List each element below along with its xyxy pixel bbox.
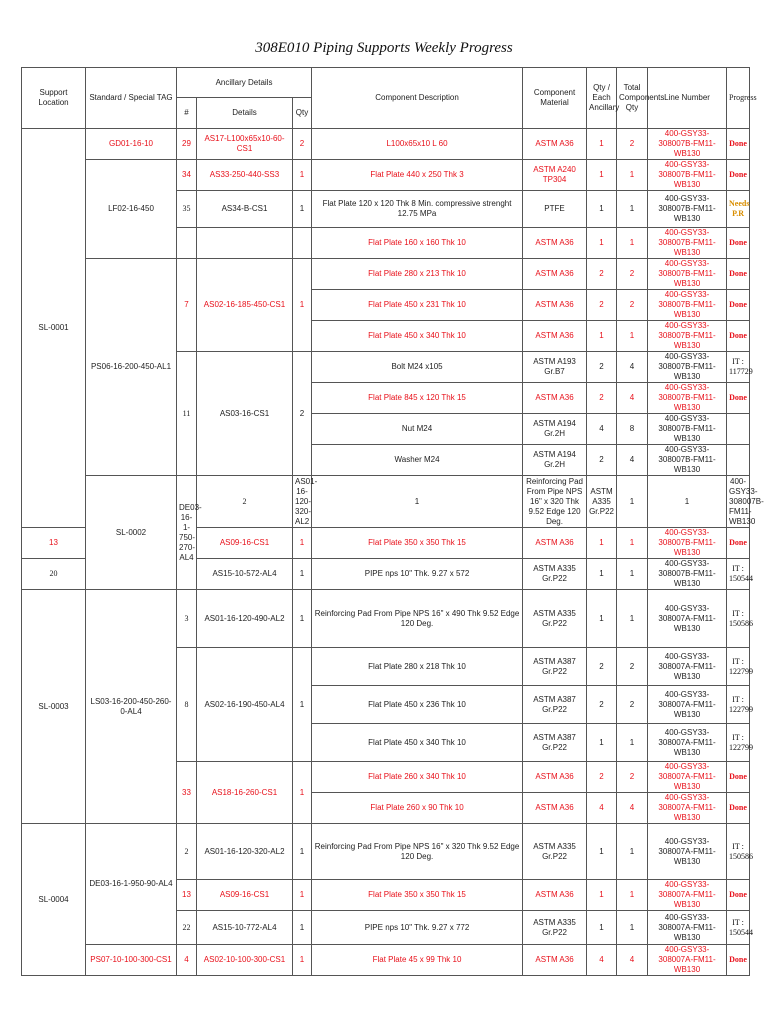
component-material-cell: ASTM A36: [523, 321, 587, 352]
ancillary-qty-cell: 1: [293, 945, 312, 976]
line-number-cell: 400-GSY33-308007B-FM11-WB130: [648, 352, 727, 383]
component-description-cell: Flat Plate 350 x 350 Thk 15: [312, 528, 523, 559]
qty-each-cell: 1: [587, 590, 617, 648]
ancillary-details-cell: AS34-B-CS1: [197, 191, 293, 228]
component-material-cell: ASTM A36: [523, 793, 587, 824]
component-description-cell: Reinforcing Pad From Pipe NPS 16" x 320 Thk 9.52 Edge 120 Deg.: [312, 824, 523, 880]
standard-tag-cell: GD01-16-10: [86, 129, 177, 160]
support-location-cell: SL-0004: [22, 824, 86, 976]
line-number-cell: 400-GSY33-308007B-FM11-WB130: [648, 528, 727, 559]
ancillary-details-cell: AS01-16-120-490-AL2: [197, 590, 293, 648]
line-number-cell: 400-GSY33-308007B-FM11-WB130: [648, 259, 727, 290]
progress-cell: Done: [727, 762, 750, 793]
header-progress: Progress: [727, 68, 750, 129]
line-number-cell: 400-GSY33-308007A-FM11-WB130: [648, 945, 727, 976]
line-number-cell: 400-GSY33-308007B-FM11-WB130: [648, 321, 727, 352]
component-description-cell: Flat Plate 160 x 160 Thk 10: [312, 228, 523, 259]
header-ancillary-details-col: Details: [197, 98, 293, 129]
support-location-cell: SL-0003: [22, 590, 86, 824]
table-body: [22, 68, 764, 976]
component-material-cell: ASTM A193 Gr.B7: [523, 352, 587, 383]
ancillary-details-cell: AS09-16-CS1: [197, 880, 293, 911]
total-qty-cell: 4: [617, 445, 648, 476]
ancillary-number-cell: 8: [177, 648, 197, 762]
header-ancillary-qty: Qty: [293, 98, 312, 129]
ancillary-qty-cell: 1: [293, 590, 312, 648]
header-standard-tag: Standard / Special TAG: [86, 68, 177, 129]
ancillary-number-cell: 20: [22, 559, 86, 590]
ancillary-details-cell: AS03-16-CS1: [197, 352, 293, 476]
ancillary-details-cell: AS01-16-120-320-AL2: [293, 476, 312, 528]
table-row: [22, 590, 750, 648]
line-number-cell: 400-GSY33-308007B-FM11-WB130: [648, 414, 727, 445]
header-ancillary-details: Ancillary Details: [177, 68, 312, 98]
component-description-cell: Flat Plate 450 x 340 Thk 10: [312, 724, 523, 762]
line-number-cell: 400-GSY33-308007B-FM11-WB130: [727, 476, 750, 528]
progress-cell: Needs P.R: [727, 191, 750, 228]
component-material-cell: ASTM A194 Gr.2H: [523, 445, 587, 476]
component-material-cell: ASTM A240 TP304: [523, 160, 587, 191]
progress-cell: Done: [727, 290, 750, 321]
line-number-cell: 400-GSY33-308007B-FM11-WB130: [648, 160, 727, 191]
progress-cell: Done: [727, 528, 750, 559]
component-material-cell: ASTM A335 Gr.P22: [523, 824, 587, 880]
component-description-cell: PIPE nps 10" Thk. 9.27 x 772: [312, 911, 523, 945]
total-qty-cell: 2: [617, 290, 648, 321]
qty-each-cell: 1: [587, 911, 617, 945]
ancillary-number-cell: 34: [177, 160, 197, 191]
ancillary-qty-cell: 1: [293, 191, 312, 228]
table-row: [22, 160, 750, 191]
line-number-cell: 400-GSY33-308007B-FM11-WB130: [648, 290, 727, 321]
ancillary-qty-cell: 1: [293, 559, 312, 590]
line-number-cell: 400-GSY33-308007B-FM11-WB130: [648, 383, 727, 414]
progress-cell: IT : 150544: [727, 559, 750, 590]
progress-cell: IT : 122799: [727, 686, 750, 724]
progress-cell: IT : 150586: [727, 824, 750, 880]
support-location-cell: SL-0002: [86, 476, 177, 590]
qty-each-cell: 2: [587, 383, 617, 414]
component-description-cell: Flat Plate 45 x 99 Thk 10: [312, 945, 523, 976]
ancillary-details-cell: AS33-250-440-SS3: [197, 160, 293, 191]
progress-cell: Done: [727, 259, 750, 290]
component-description-cell: Nut M24: [312, 414, 523, 445]
table-row: [22, 945, 750, 976]
progress-cell: Done: [727, 321, 750, 352]
table-row: [22, 259, 750, 290]
qty-each-cell: 2: [587, 352, 617, 383]
component-material-cell: ASTM A36: [523, 945, 587, 976]
total-qty-cell: 2: [617, 129, 648, 160]
line-number-cell: 400-GSY33-308007B-FM11-WB130: [648, 129, 727, 160]
ancillary-qty-cell: 2: [293, 352, 312, 476]
ancillary-qty-cell: 1: [293, 880, 312, 911]
ancillary-details-cell: AS01-16-120-320-AL2: [197, 824, 293, 880]
total-qty-cell: 1: [617, 824, 648, 880]
line-number-cell: 400-GSY33-308007B-FM11-WB130: [648, 445, 727, 476]
ancillary-qty-cell: 1: [293, 160, 312, 191]
support-location-cell: SL-0001: [22, 129, 86, 528]
component-material-cell: ASTM A36: [523, 290, 587, 321]
total-qty-cell: 1: [617, 590, 648, 648]
progress-cell: IT : 150586: [727, 590, 750, 648]
qty-each-cell: 1: [587, 724, 617, 762]
ancillary-number-cell: 4: [177, 945, 197, 976]
line-number-cell: 400-GSY33-308007A-FM11-WB130: [648, 724, 727, 762]
ancillary-details-cell: AS09-16-CS1: [197, 528, 293, 559]
component-description-cell: Flat Plate 450 x 231 Thk 10: [312, 290, 523, 321]
ancillary-details-cell: AS18-16-260-CS1: [197, 762, 293, 824]
progress-cell: Done: [727, 228, 750, 259]
standard-tag-cell: PS07-10-100-300-CS1: [86, 945, 177, 976]
ancillary-qty-cell: 1: [293, 762, 312, 824]
component-description-cell: Flat Plate 280 x 213 Thk 10: [312, 259, 523, 290]
progress-cell: Done: [727, 129, 750, 160]
page-title: 308E010 Piping Supports Weekly Progress: [255, 40, 513, 56]
line-number-cell: 400-GSY33-308007A-FM11-WB130: [648, 824, 727, 880]
component-description-cell: PIPE nps 10" Thk. 9.27 x 572: [312, 559, 523, 590]
progress-cell: [727, 445, 750, 476]
ancillary-details-cell: AS02-16-190-450-AL4: [197, 648, 293, 762]
ancillary-number-cell: 13: [22, 528, 86, 559]
total-qty-cell: 1: [617, 880, 648, 911]
qty-each-cell: 1: [617, 476, 648, 528]
qty-each-cell: 1: [587, 191, 617, 228]
component-description-cell: Flat Plate 260 x 90 Thk 10: [312, 793, 523, 824]
qty-each-cell: 1: [587, 228, 617, 259]
header-component-material: Component Material: [523, 68, 587, 129]
progress-cell: Done: [727, 945, 750, 976]
ancillary-qty-cell: 1: [312, 476, 523, 528]
component-description-cell: Flat Plate 120 x 120 Thk 8 Min. compressive strenght 12.75 MPa: [312, 191, 523, 228]
ancillary-qty-cell: 2: [293, 129, 312, 160]
total-qty-cell: 2: [617, 259, 648, 290]
component-description-cell: Flat Plate 260 x 340 Thk 10: [312, 762, 523, 793]
ancillary-details-cell: AS17-L100x65x10-60-CS1: [197, 129, 293, 160]
ancillary-number-cell: 2: [177, 824, 197, 880]
component-material-cell: ASTM A36: [523, 528, 587, 559]
header-line-number: Line Number: [648, 68, 727, 129]
line-number-cell: 400-GSY33-308007A-FM11-WB130: [648, 590, 727, 648]
header-support-location: Support Location: [22, 68, 86, 129]
component-description-cell: Reinforcing Pad From Pipe NPS 16" x 490 Thk 9.52 Edge 120 Deg.: [312, 590, 523, 648]
ancillary-details-cell: AS15-10-772-AL4: [197, 911, 293, 945]
qty-each-cell: 4: [587, 414, 617, 445]
total-qty-cell: 1: [617, 724, 648, 762]
component-description-cell: Flat Plate 440 x 250 Thk 3: [312, 160, 523, 191]
progress-table: [21, 67, 764, 976]
total-qty-cell: 2: [617, 762, 648, 793]
ancillary-details-cell: [197, 228, 293, 259]
total-qty-cell: 1: [648, 476, 727, 528]
component-description-cell: Reinforcing Pad From Pipe NPS 16" x 320 Thk 9.52 Edge 120 Deg.: [523, 476, 587, 528]
total-qty-cell: 1: [617, 228, 648, 259]
total-qty-cell: 2: [617, 648, 648, 686]
component-material-cell: ASTM A387 Gr.P22: [523, 724, 587, 762]
component-material-cell: ASTM A36: [523, 259, 587, 290]
ancillary-number-cell: 2: [197, 476, 293, 528]
header-qty-each-ancillary: Qty / Each Ancillary: [587, 68, 617, 129]
qty-each-cell: 2: [587, 762, 617, 793]
component-material-cell: ASTM A335 Gr.P22: [523, 559, 587, 590]
component-material-cell: ASTM A36: [523, 228, 587, 259]
total-qty-cell: 1: [617, 160, 648, 191]
component-material-cell: ASTM A335 Gr.P22: [523, 590, 587, 648]
ancillary-number-cell: [177, 228, 197, 259]
total-qty-cell: 1: [617, 528, 648, 559]
ancillary-number-cell: 11: [177, 352, 197, 476]
ancillary-qty-cell: 1: [293, 648, 312, 762]
progress-cell: IT : 117729: [727, 352, 750, 383]
component-description-cell: Flat Plate 280 x 218 Thk 10: [312, 648, 523, 686]
line-number-cell: 400-GSY33-308007A-FM11-WB130: [648, 762, 727, 793]
progress-cell: Done: [727, 383, 750, 414]
component-material-cell: ASTM A36: [523, 762, 587, 793]
component-description-cell: Flat Plate 845 x 120 Thk 15: [312, 383, 523, 414]
standard-tag-cell: LS03-16-200-450-260-0-AL4: [86, 590, 177, 824]
ancillary-qty-cell: [293, 228, 312, 259]
ancillary-details-cell: AS02-16-185-450-CS1: [197, 259, 293, 352]
ancillary-number-cell: 22: [177, 911, 197, 945]
ancillary-number-cell: 33: [177, 762, 197, 824]
ancillary-number-cell: 35: [177, 191, 197, 228]
component-description-cell: Flat Plate 350 x 350 Thk 15: [312, 880, 523, 911]
component-description-cell: Bolt M24 x105: [312, 352, 523, 383]
component-material-cell: ASTM A335 Gr.P22: [587, 476, 617, 528]
qty-each-cell: 1: [587, 559, 617, 590]
qty-each-cell: 1: [587, 160, 617, 191]
table-row: [22, 129, 750, 160]
progress-cell: Done: [727, 160, 750, 191]
component-description-cell: Flat Plate 450 x 236 Thk 10: [312, 686, 523, 724]
line-number-cell: 400-GSY33-308007A-FM11-WB130: [648, 793, 727, 824]
standard-tag-cell: PS06-16-200-450-AL1: [86, 259, 177, 476]
total-qty-cell: 1: [617, 911, 648, 945]
qty-each-cell: 2: [587, 648, 617, 686]
component-material-cell: ASTM A387 Gr.P22: [523, 686, 587, 724]
component-material-cell: PTFE: [523, 191, 587, 228]
qty-each-cell: 1: [587, 528, 617, 559]
table-row: [22, 476, 750, 528]
component-material-cell: ASTM A36: [523, 129, 587, 160]
line-number-cell: 400-GSY33-308007A-FM11-WB130: [648, 880, 727, 911]
component-description-cell: Washer M24: [312, 445, 523, 476]
component-material-cell: ASTM A194 Gr.2H: [523, 414, 587, 445]
ancillary-number-cell: 7: [177, 259, 197, 352]
total-qty-cell: 1: [617, 559, 648, 590]
qty-each-cell: 4: [587, 793, 617, 824]
component-description-cell: Flat Plate 450 x 340 Thk 10: [312, 321, 523, 352]
total-qty-cell: 8: [617, 414, 648, 445]
qty-each-cell: 2: [587, 290, 617, 321]
ancillary-qty-cell: 1: [293, 824, 312, 880]
standard-tag-cell: LF02-16-450: [86, 160, 177, 259]
line-number-cell: 400-GSY33-308007A-FM11-WB130: [648, 911, 727, 945]
progress-cell: Done: [727, 793, 750, 824]
qty-each-cell: 2: [587, 445, 617, 476]
ancillary-qty-cell: 1: [293, 911, 312, 945]
total-qty-cell: 4: [617, 383, 648, 414]
ancillary-qty-cell: 1: [293, 528, 312, 559]
qty-each-cell: 2: [587, 686, 617, 724]
qty-each-cell: 1: [587, 880, 617, 911]
header-component-description: Component Description: [312, 68, 523, 129]
ancillary-details-cell: AS15-10-572-AL4: [197, 559, 293, 590]
total-qty-cell: 4: [617, 793, 648, 824]
progress-cell: IT : 122799: [727, 724, 750, 762]
total-qty-cell: 1: [617, 191, 648, 228]
qty-each-cell: 1: [587, 824, 617, 880]
ancillary-number-cell: 13: [177, 880, 197, 911]
line-number-cell: 400-GSY33-308007A-FM11-WB130: [648, 686, 727, 724]
progress-cell: IT : 122799: [727, 648, 750, 686]
qty-each-cell: 1: [587, 321, 617, 352]
component-material-cell: ASTM A36: [523, 880, 587, 911]
progress-cell: Done: [727, 880, 750, 911]
line-number-cell: 400-GSY33-308007B-FM11-WB130: [648, 559, 727, 590]
progress-cell: [727, 414, 750, 445]
ancillary-qty-cell: 1: [293, 259, 312, 352]
component-material-cell: ASTM A36: [523, 383, 587, 414]
ancillary-details-cell: AS02-10-100-300-CS1: [197, 945, 293, 976]
total-qty-cell: 4: [617, 352, 648, 383]
line-number-cell: 400-GSY33-308007B-FM11-WB130: [648, 228, 727, 259]
line-number-cell: 400-GSY33-308007B-FM11-WB130: [648, 191, 727, 228]
component-description-cell: L100x65x10 L 60: [312, 129, 523, 160]
total-qty-cell: 2: [617, 686, 648, 724]
component-material-cell: ASTM A387 Gr.P22: [523, 648, 587, 686]
ancillary-number-cell: 29: [177, 129, 197, 160]
total-qty-cell: 4: [617, 945, 648, 976]
table-row: [22, 824, 750, 880]
qty-each-cell: 1: [587, 129, 617, 160]
progress-cell: IT : 150544: [727, 911, 750, 945]
component-material-cell: ASTM A335 Gr.P22: [523, 911, 587, 945]
standard-tag-cell: DE03-16-1-750-270-AL4: [177, 476, 197, 590]
header-ancillary-number: #: [177, 98, 197, 129]
qty-each-cell: 4: [587, 945, 617, 976]
line-number-cell: 400-GSY33-308007A-FM11-WB130: [648, 648, 727, 686]
qty-each-cell: 2: [587, 259, 617, 290]
ancillary-number-cell: 3: [177, 590, 197, 648]
total-qty-cell: 1: [617, 321, 648, 352]
header-total-components-qty: Total Components Qty: [617, 68, 648, 129]
standard-tag-cell: DE03-16-1-950-90-AL4: [86, 824, 177, 945]
